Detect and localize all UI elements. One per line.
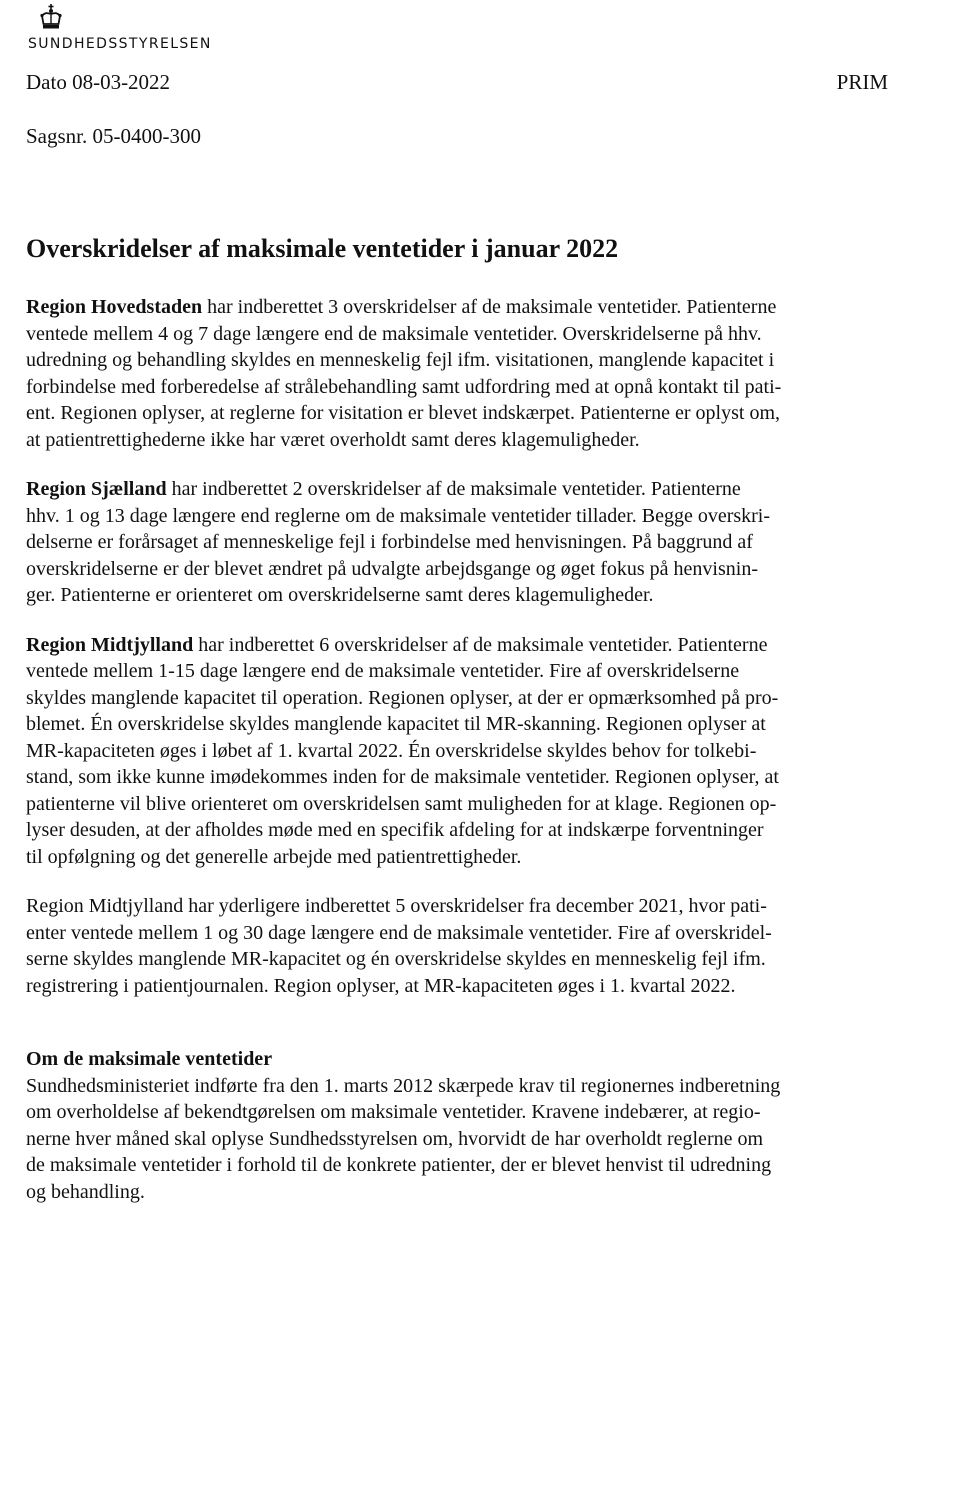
region-name: Region Midtjylland: [26, 633, 194, 656]
paragraph-region-sjaelland: Region Sjælland har indberettet 2 overskridelser af de maksimale ventetider. Patienterne hhv. 1 og 13 dage længere end reglerne om de maksimale ventetider tillader. Begge overskri- delserne er forårsaget af menneskelige fejl i forbindelse med henvisningen. På baggrund af overskridelserne er der blevet ændret på udvalgte arbejdsgange og øget fokus på henvisnin- ger. Patienterne er orienteret om overskridelserne samt deres klagemuligheder.: [26, 478, 771, 606]
document-date: Dato 08-03-2022: [26, 70, 171, 94]
logo-wordmark: SUNDHEDSSTYRELSEN: [28, 36, 212, 52]
section-heading: Om de maksimale ventetider: [26, 1048, 273, 1070]
region-name: Region Hovedstaden: [26, 296, 203, 318]
page-title: Overskridelser af maksimale ventetider i januar 2022: [26, 234, 619, 263]
crown-icon: [38, 4, 64, 32]
about-section: Om de maksimale ventetider Sundhedsministeriet indførte fra den 1. marts 2012 skærpede krav til regionernes indberetning om overholdelse af bekendtgørelsen om maksimale ventetider. Kravene indebærer, at regio- nerne hver måned skal oplyse Sundhedsstyrelsen om, hvorvidt de har overholdt reglerne om de maksimale ventetider i forhold til de konkrete patienter, der er blevet henvist til udredning og behandling.: [26, 1046, 910, 1205]
classification-label: PRIM: [836, 70, 888, 94]
paragraph-region-hovedstaden: Region Hovedstaden har indberettet 3 overskridelser af de maksimale ventetider. Patienterne ventede mellem 4 og 7 dage længere end de maksimale ventetider. Overskridelserne på hhv. udredning og behandling skyldes en menneskelig fejl ifm. visitationen, manglende kapacitet i forbindelse med forberedelse af strålebehandling samt udfordring med at opnå kontakt til pati- ent. Regionen oplyser, at reglerne for visitation er blevet indskærpet. Patienterne er oplyst om, at patientrettighederne ikke har været overholdt samt deres klagemuligheder.: [26, 296, 782, 451]
document-body: [26, 294, 910, 1205]
case-number: Sagsnr. 05-0400-300: [26, 124, 201, 148]
paragraph-midtjylland-december: Region Midtjylland har yderligere indberettet 5 overskridelser fra december 2021, hvor pati- enter ventede mellem 1 og 30 dage længere end de maksimale ventetider. Fire af overskridel- serne skyldes manglende MR-kapacitet og én overskridelse skyldes en menneskelig fejl ifm. registrering i patientjournalen. Region oplyser, at MR-kapaciteten øges i 1. kvartal 2022.: [26, 895, 772, 997]
region-name: Region Sjælland: [26, 478, 167, 500]
paragraph-region-midtjylland: Region Midtjylland har indberettet 6 overskridelser af de maksimale ventetider. Patienterne ventede mellem 1-15 dage længere end de maksimale ventetider. Fire af overskridelserne skyldes manglende kapacitet til operation. Regionen oplyser, at der er opmærksomhed på pro- blemet. Én overskridelse skyldes manglende kapacitet til MR-skanning. Regionen oplyser at MR-kapaciteten øges i løbet af 1. kvartal 2022. Én overskridelse skyldes behov for tolkebi- stand, som ikke kunne imødekommes inden for de maksimale ventetider. Regionen oplyser, at patienterne vil blive orienteret om overskridelsen samt muligheden for at klage. Regionen op- lyser desuden, at der afholdes møde med en specifik afdeling for at indskærpe forventninger til opfølgning og det generelle arbejde med patientrettigheder.: [26, 633, 779, 868]
